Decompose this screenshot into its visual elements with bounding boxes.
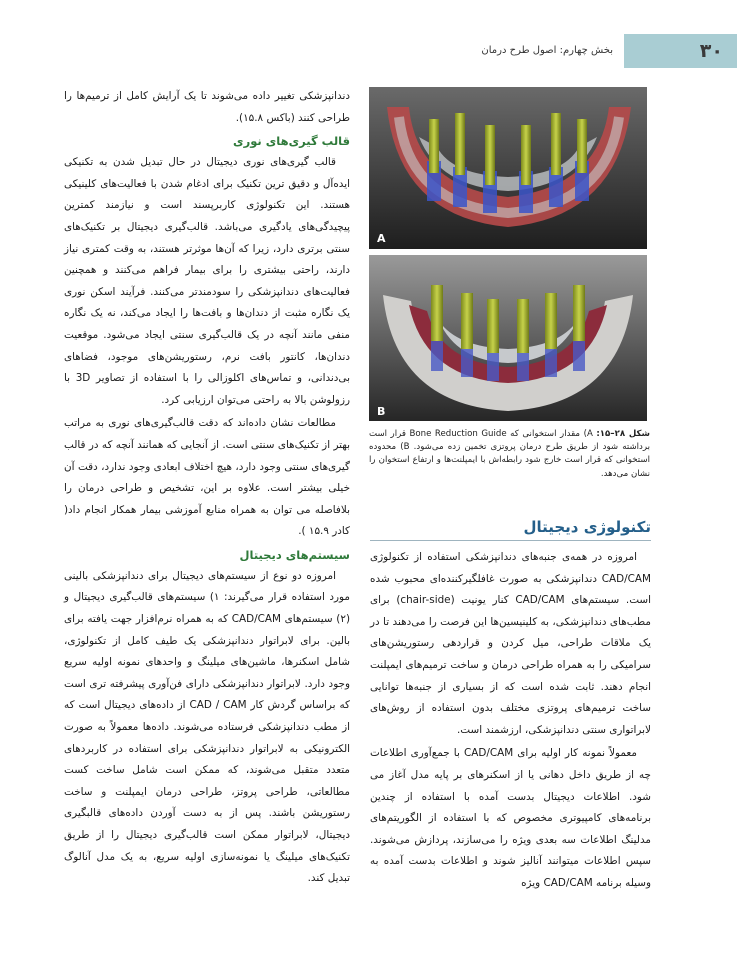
digital-technology-heading: تکنولوژی دیجیتال [370, 518, 651, 541]
caption-text: A) مقدار استخوانی که Bone Reduction Guide قرار است برداشته شود از طریق طرح درمان پروتزی تخمین زده می‌شود. B) محدوده استخوانی که قرار است خارج شود رابطه‌اش با ایمپلنت‌ها و ارتفاع استخوان را نشان می‌دهد. [369, 429, 650, 479]
page-number-tab [624, 34, 737, 68]
chapter-title: بخش چهارم: اصول طرح درمان [481, 45, 613, 56]
figure-b-label: B [377, 405, 386, 418]
intro-paragraph: دندانپزشکی تغییر داده می‌شوند تا یک آرایش کامل از ترمیم‌ها را طراحی کنند (باکس ۱۵.۸). [64, 90, 350, 124]
accuracy-paragraph: مطالعات نشان داده‌اند که دقت قالب‌گیری‌های نوری به مراتب بهتر از تکنیک‌های سنتی است. از آنجایی که همانند آنچه که در قالب گیری‌های سنتی وجود دارد، هیچ اختلاف ابعادی وجود ندارد، دقت آن خیلی بیشتر است. علاوه بر این، تشخیص و طراحی درمان را بلافاصله می توان به همراه منابع آموزشی بیمار همکار انجام داد( کادر ۱۵.۹ ). [64, 417, 350, 538]
figure-caption [369, 428, 650, 481]
right-column [370, 518, 651, 897]
caption-number: شکل ۲۸–۱۵: [596, 429, 651, 439]
digital-technology-paragraph-1: امروزه در همه‌ی جنبه‌های دندانپزشکی استفاده از تکنولوژی CAD/CAM دندانپزشکی به صورت غافلگیرکننده‌ای محبوب شده است. سیستم‌های CAD/CAM کنار یونیت (chair-side) برای مطب‌های دندانپزشکی، به کلینیسین‌ها این فرصت را می‌دهند تا در یک ملاقات طراحی، میل کردن و قراردهی رستوریشن‌های سرامیکی را به همراه طراحی درمان و ساخت ترمیم‌های ایمپلنت انجام دهند. ثابت شده است که از بسیاری از جنبه‌ها توانایی ساخت ترمیم‌های پروتزی مختلف بدون استفاده از روش‌های لابراتواری سنتی دندانپزشکی، ارزشمند است. [370, 551, 651, 736]
page-number: ۳۰ [699, 40, 723, 62]
left-column [64, 86, 350, 892]
digital-systems-heading: سیستم‌های دیجیتال [239, 547, 350, 562]
figure-a-label: A [377, 232, 386, 245]
digital-systems-paragraph: امروزه دو نوع از سیستم‌های دیجیتال برای دندانپزشکی بالینی مورد استفاده قرار می‌گیرند: ۱) سیستم‌های قالب‌گیری دیجیتال و (۲) سیستم‌های CAD/CAM که به همراه نرم‌افزار جهت یافته برای بالین. برای لابراتوار دندانپزشکی یک طیف کامل از تکنولوژی، شامل اسکنرها، ماشین‌های میلینگ و واحدهای نمونه اولیه سریع وجود دارد. لابراتوار دندانپزشکی دارای فن‌آوری پیشرفته تری است که براساس گردش کار CAD / CAM از داده‌های دیجیتال است که از مطب دندانپزشکی فرستاده می‌شوند. داده‌ها معمولاً به صورت الکترونیکی به لابراتوار دندانپزشکی برای استفاده در کاربردهای متعدد متقبل می‌شوند، که ممکن است شامل ساخت کست مطالعاتی، طراحی پروتز، طراحی درمان ایمپلنت و ساخت رستوریشن باشند. پس از به دست آوردن داده‌های قالبگیری دیجیتال، لابراتوار ممکن است قالب‌گیری دیجیتال را از طریق تکنیک‌های میلینگ یا نمونه‌سازی اولیه سریع، به یک مدل آنالوگ تبدیل کند. [64, 569, 350, 885]
figure-a-image [369, 87, 647, 249]
optical-impressions-paragraph: قالب گیری‌های نوری دیجیتال در حال تبدیل شدن به تکنیکی ایده‌آل و دقیق ترین تکنیک برای ادغام شدن با فعالیت‌های کلینیکی هستند. این تکنولوژی کاربرپسند است و نیازمند کمترین پیچیدگی‌های یادگیری می‌باشد. قالب‌گیری دیجیتال بر تکنیک‌های سنتی برتری دارد، زیرا که آن‌ها موثرتر هستند، به وقت کمتری نیاز دارند، راحتی بیشتری را برای بیمار فراهم می‌کنند و همچنین فعالیت‌های دندانپزشکی را سودمندتر می‌کنند. فرآیند اسکن نوری یک نگاره مثبت از دندان‌ها و بافت‌ها را ایجاد می‌کند، نه یک نگاره منفی مانند آنچه در یک قالب‌گیری سنتی ایجاد می‌شود. موقعیت دندان‌ها، کانتور بافت نرم، رستوریشن‌های موجود، فضاهای بی‌دندانی، و تماس‌های اکلوزالی را با استفاده از تصاویر 3D با رزولوشن بالا به راحتی می‌توان ارزیابی کرد. [64, 156, 350, 406]
optical-impressions-heading: قالب گیری‌های نوری [233, 134, 350, 149]
digital-technology-paragraph-2: معمولاً نمونه کار اولیه برای CAD/CAM با جمع‌آوری اطلاعات چه از طریق داخل دهانی یا از اسکنرهای بر پایه مدل آغاز می شود. اطلاعات دیجیتال بدست آمده با استفاده از چندین برنامه‌های کامپیوتری مخصوص که با استفاده از الگوریتم‌های مدلینگ اطلاعات سه بعدی ویژه را می‌سازند، پردازش می‌شوند. سپس اطلاعات میتوانند آنالیز شوند و اطلاعات بدست آمده به وسیله برنامه CAD/CAM ویژه [370, 747, 651, 889]
figure-b-image [369, 255, 647, 421]
